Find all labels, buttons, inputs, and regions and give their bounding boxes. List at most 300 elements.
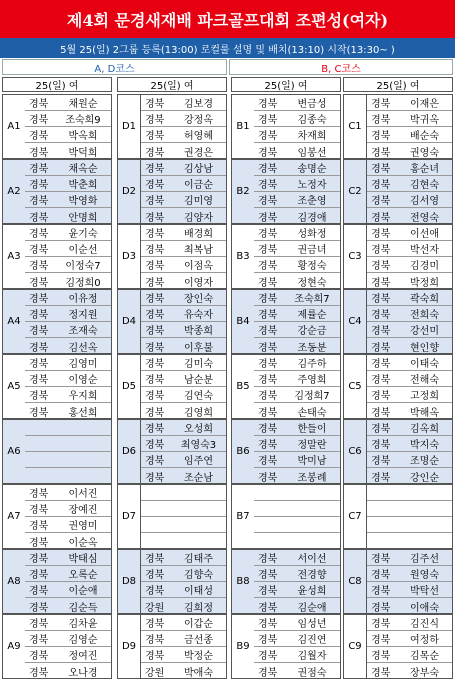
player-row	[254, 436, 340, 452]
player-name: 김순애	[297, 602, 327, 614]
player-row	[141, 517, 226, 533]
group-code: A4	[7, 316, 21, 327]
player-list	[140, 160, 226, 223]
player-row	[141, 566, 226, 582]
player-row	[367, 468, 452, 484]
player-name: 박정희	[410, 277, 439, 289]
player-row	[254, 241, 340, 257]
player-row	[141, 143, 226, 159]
player-row	[254, 501, 340, 517]
player-region: 경북	[145, 440, 165, 451]
player-region: 경북	[371, 359, 391, 370]
schedule-column-3	[231, 77, 341, 679]
player-row	[141, 420, 226, 436]
group-code: A7	[7, 511, 21, 522]
group-code: B1	[236, 121, 250, 132]
player-list	[366, 290, 452, 353]
player-name: 조동분	[297, 342, 327, 354]
player-row	[25, 517, 111, 533]
player-region: 경북	[258, 99, 278, 110]
player-row	[254, 95, 340, 111]
group-code: A8	[7, 576, 21, 587]
player-region: 경북	[29, 375, 49, 386]
player-row	[254, 663, 340, 679]
player-name: 김영순	[68, 635, 98, 646]
player-name: 남순분	[184, 375, 213, 386]
player-name: 안명희	[68, 212, 98, 224]
player-region: 경북	[145, 391, 165, 402]
player-region: 경북	[29, 115, 49, 126]
player-region: 경북	[371, 261, 391, 272]
player-row	[367, 501, 452, 517]
group-c4	[343, 289, 453, 354]
schedule-column-1	[2, 77, 112, 679]
player-row	[25, 468, 111, 484]
group-c3	[343, 224, 453, 289]
player-row	[25, 436, 111, 452]
player-row	[367, 533, 452, 549]
player-row	[254, 420, 340, 436]
player-region: 경북	[145, 619, 165, 630]
player-region: 경북	[371, 619, 391, 630]
player-name: 박선자	[410, 245, 439, 256]
player-name: 이영자	[184, 277, 213, 289]
player-region: 경북	[371, 147, 391, 159]
player-region: 경북	[258, 261, 278, 272]
player-row	[367, 225, 452, 241]
group-b1	[231, 94, 341, 159]
player-name: 한들이	[297, 424, 327, 435]
player-row	[254, 582, 340, 598]
player-row	[254, 517, 340, 533]
player-region: 경북	[29, 326, 49, 337]
player-row	[141, 387, 226, 403]
player-name: 이갑순	[184, 619, 213, 630]
player-row	[254, 452, 340, 468]
player-list	[366, 355, 452, 418]
player-row	[367, 160, 452, 176]
player-region: 경북	[258, 375, 278, 386]
player-name: 박춘희	[68, 180, 98, 191]
player-row	[141, 501, 226, 517]
player-name: 전해숙	[410, 375, 439, 386]
player-list	[25, 550, 111, 613]
player-name: 김영미	[68, 359, 98, 370]
schedule-column-2	[117, 77, 227, 679]
player-name: 김상남	[184, 164, 213, 175]
player-name: 박애숙	[184, 667, 213, 679]
player-list	[140, 355, 226, 418]
player-name: 이서진	[68, 489, 98, 500]
player-row	[141, 452, 226, 468]
player-name: 정여진	[68, 651, 98, 662]
player-region: 경북	[145, 359, 165, 370]
player-name: 강정옥	[184, 115, 213, 126]
player-region: 경북	[29, 586, 49, 597]
schedule-column-4	[343, 77, 453, 679]
player-region: 경북	[258, 456, 278, 467]
group-code: B4	[236, 316, 250, 327]
player-row	[254, 533, 340, 549]
player-name: 김월자	[297, 651, 327, 662]
player-row	[141, 225, 226, 241]
player-list	[254, 550, 340, 613]
player-row	[141, 403, 226, 419]
player-row	[254, 290, 340, 306]
group-a9	[2, 614, 112, 679]
player-name: 이태성	[184, 586, 213, 597]
player-region: 경북	[145, 164, 165, 175]
player-name: 김영희	[184, 407, 213, 419]
player-region: 경북	[258, 602, 278, 614]
player-list	[25, 160, 111, 223]
player-row	[25, 615, 111, 631]
player-name: 조봉례	[297, 472, 327, 484]
player-row	[367, 403, 452, 419]
player-row	[25, 322, 111, 338]
group-code: B8	[236, 576, 250, 587]
player-region: 강원	[145, 602, 165, 614]
player-name: 장예진	[68, 505, 98, 516]
player-row	[25, 192, 111, 208]
group-code: B5	[236, 381, 250, 392]
player-region: 경북	[258, 310, 278, 321]
player-region: 경북	[371, 342, 391, 354]
group-code: C9	[348, 641, 362, 652]
player-row	[25, 176, 111, 192]
player-name: 이영순	[68, 375, 98, 386]
group-d2	[117, 159, 227, 224]
player-row	[141, 647, 226, 663]
player-region: 경북	[29, 635, 49, 646]
player-region: 경북	[145, 229, 165, 240]
player-region: 경북	[29, 602, 49, 614]
player-row	[254, 322, 340, 338]
player-region: 경북	[371, 196, 391, 207]
player-name: 박귀옥	[410, 115, 439, 126]
player-row	[254, 192, 340, 208]
player-region: 경북	[371, 456, 391, 467]
player-region: 경북	[145, 326, 165, 337]
player-name: 김양자	[184, 212, 213, 224]
player-row	[141, 355, 226, 371]
player-row	[254, 160, 340, 176]
group-b8	[231, 549, 341, 614]
player-row	[367, 176, 452, 192]
player-row	[141, 371, 226, 387]
group-d7	[117, 484, 227, 549]
player-row	[254, 306, 340, 322]
player-region: 경북	[258, 212, 278, 224]
player-row	[141, 663, 226, 679]
player-name: 우지희	[68, 391, 98, 402]
player-name: 이정숙7	[65, 261, 101, 272]
group-code: A3	[7, 251, 21, 262]
player-list	[140, 420, 226, 483]
player-region: 경북	[145, 472, 165, 484]
player-name: 김향숙	[184, 570, 213, 581]
player-name: 임성년	[297, 619, 327, 630]
player-name: 최영숙3	[180, 440, 217, 451]
group-code: D2	[121, 186, 137, 197]
player-list	[366, 550, 452, 613]
group-code: C6	[348, 446, 362, 457]
player-row	[367, 647, 452, 663]
player-region: 경북	[258, 619, 278, 630]
player-row	[25, 403, 111, 419]
player-row	[25, 290, 111, 306]
player-name: 김현숙	[410, 180, 439, 191]
player-name: 금선종	[184, 635, 213, 646]
player-region: 경북	[145, 99, 165, 110]
player-name: 조춘영	[297, 196, 327, 207]
player-row	[367, 306, 452, 322]
player-row	[25, 111, 111, 127]
player-row	[367, 338, 452, 354]
player-region: 경북	[29, 407, 49, 419]
player-list	[254, 160, 340, 223]
player-name: 김태주	[184, 554, 213, 565]
player-name: 전영숙	[410, 212, 439, 224]
group-code: C8	[348, 576, 362, 587]
player-region: 경북	[258, 277, 278, 289]
player-row	[141, 485, 226, 501]
player-name: 김주하	[297, 359, 327, 370]
player-name: 박덕희	[68, 147, 98, 159]
player-row	[254, 615, 340, 631]
player-row	[254, 111, 340, 127]
player-row	[367, 371, 452, 387]
player-list	[254, 355, 340, 418]
player-region: 경북	[145, 407, 165, 419]
player-row	[367, 143, 452, 159]
course-label-bc: B, C코스	[229, 59, 453, 75]
player-list	[366, 485, 452, 548]
group-a8	[2, 549, 112, 614]
player-region: 경북	[371, 131, 391, 142]
player-name: 윤기숙	[68, 229, 98, 240]
group-code: A6	[7, 446, 21, 457]
group-d1	[117, 94, 227, 159]
player-region: 경북	[258, 472, 278, 484]
player-row	[141, 192, 226, 208]
player-row	[25, 420, 111, 436]
player-row	[367, 322, 452, 338]
player-region: 경북	[371, 407, 391, 419]
player-row	[141, 631, 226, 647]
player-list	[140, 485, 226, 548]
group-d8	[117, 549, 227, 614]
player-name: 홍순녀	[410, 164, 439, 175]
player-name: 김정희0	[65, 277, 101, 289]
player-region: 경북	[29, 489, 49, 500]
group-c1	[343, 94, 453, 159]
player-name: 고정희	[410, 391, 439, 402]
player-name: 차재희	[297, 131, 327, 142]
player-list	[25, 95, 111, 158]
player-name: 조숙희7	[294, 294, 330, 305]
player-row	[25, 647, 111, 663]
player-row	[25, 127, 111, 143]
player-region: 경북	[371, 212, 391, 224]
player-region: 경북	[145, 570, 165, 581]
player-name: 오성희	[184, 424, 213, 435]
player-region: 경북	[145, 180, 165, 191]
player-row	[367, 485, 452, 501]
group-b7	[231, 484, 341, 549]
player-row	[141, 306, 226, 322]
player-name: 박종희	[184, 326, 213, 337]
player-region: 경북	[371, 180, 391, 191]
player-row	[25, 566, 111, 582]
player-name: 조명순	[410, 456, 439, 467]
player-name: 김정희7	[294, 391, 330, 402]
player-region: 경북	[258, 342, 278, 354]
player-list	[366, 160, 452, 223]
player-region: 경북	[371, 277, 391, 289]
group-code: C5	[348, 381, 362, 392]
player-list	[140, 95, 226, 158]
player-list	[254, 485, 340, 548]
player-region: 경북	[258, 245, 278, 256]
group-code: A1	[7, 121, 21, 132]
player-name: 강인순	[410, 472, 439, 484]
player-region: 경북	[371, 667, 391, 679]
player-row	[25, 306, 111, 322]
player-region: 경북	[145, 294, 165, 305]
group-code: D4	[121, 316, 137, 327]
player-name: 조숙희9	[65, 115, 101, 126]
player-row	[254, 387, 340, 403]
player-name: 김목순	[410, 651, 439, 662]
player-name: 김종숙	[297, 115, 327, 126]
group-b3	[231, 224, 341, 289]
player-name: 박탁선	[410, 586, 439, 597]
player-list	[254, 95, 340, 158]
player-row	[367, 290, 452, 306]
player-region: 경북	[371, 472, 391, 484]
group-code: D9	[121, 641, 137, 652]
player-name: 김연숙	[184, 391, 213, 402]
schedule-info: 5월 25(일) 2그룹 등록(13:00) 로컬룰 설명 및 배치(13:10) 시작(13:30~ )	[0, 38, 455, 58]
player-name: 채원순	[68, 99, 98, 110]
column-header: 25(일) 여	[2, 77, 112, 92]
player-name: 오나경	[68, 667, 98, 679]
group-d4	[117, 289, 227, 354]
player-list	[366, 615, 452, 678]
player-name: 박지숙	[410, 440, 439, 451]
group-code: C4	[348, 316, 362, 327]
player-list	[254, 420, 340, 483]
player-name: 이태숙	[410, 359, 439, 370]
player-name: 임봉선	[297, 147, 327, 159]
player-region: 경북	[29, 521, 49, 532]
player-name: 이순옥	[68, 537, 98, 549]
player-row	[254, 208, 340, 224]
player-row	[367, 598, 452, 614]
player-list	[140, 615, 226, 678]
group-b6	[231, 419, 341, 484]
player-region: 경북	[29, 147, 49, 159]
player-region: 경북	[371, 602, 391, 614]
player-region: 경북	[258, 326, 278, 337]
group-d5	[117, 354, 227, 419]
player-region: 경북	[258, 407, 278, 419]
player-name: 김순득	[68, 602, 98, 614]
player-name: 주영희	[297, 375, 327, 386]
group-a6	[2, 419, 112, 484]
player-name: 박옥희	[68, 131, 98, 142]
player-row	[254, 355, 340, 371]
player-region: 경북	[371, 635, 391, 646]
player-row	[367, 550, 452, 566]
group-code: D5	[121, 381, 137, 392]
player-name: 박영화	[68, 196, 98, 207]
player-row	[367, 436, 452, 452]
player-row	[25, 598, 111, 614]
player-name: 김진식	[410, 619, 439, 630]
player-region: 경북	[145, 456, 165, 467]
player-row	[25, 160, 111, 176]
player-row	[141, 436, 226, 452]
player-name: 김미영	[184, 196, 213, 207]
player-region: 경북	[29, 667, 49, 679]
player-row	[367, 95, 452, 111]
player-row	[25, 143, 111, 159]
player-name: 이후불	[184, 342, 213, 354]
player-row	[25, 95, 111, 111]
player-name: 김희정	[184, 602, 213, 614]
group-code: A2	[7, 186, 21, 197]
group-c6	[343, 419, 453, 484]
player-row	[25, 257, 111, 273]
player-name: 채옥순	[68, 164, 98, 175]
group-c7	[343, 484, 453, 549]
player-row	[25, 355, 111, 371]
player-name: 전경향	[297, 570, 327, 581]
player-name: 권금녀	[297, 245, 327, 256]
player-row	[254, 566, 340, 582]
player-list	[25, 355, 111, 418]
player-row	[367, 257, 452, 273]
player-row	[367, 192, 452, 208]
player-region: 경북	[29, 131, 49, 142]
page-title: 제4회 문경새재배 파크골프대회 조편성(여자)	[0, 0, 455, 38]
player-row	[254, 225, 340, 241]
player-region: 경북	[258, 554, 278, 565]
player-row	[254, 257, 340, 273]
player-region: 경북	[29, 196, 49, 207]
player-name: 이애숙	[410, 602, 439, 614]
group-b4	[231, 289, 341, 354]
player-name: 노정자	[297, 180, 327, 191]
player-region: 경북	[29, 537, 49, 549]
group-b2	[231, 159, 341, 224]
player-name: 김차윤	[68, 619, 98, 630]
player-list	[140, 550, 226, 613]
group-a1	[2, 94, 112, 159]
group-c9	[343, 614, 453, 679]
group-code: D7	[121, 511, 137, 522]
player-name: 김미숙	[184, 359, 213, 370]
player-name: 정지원	[68, 310, 98, 321]
player-row	[367, 615, 452, 631]
player-row	[25, 452, 111, 468]
course-label-ad: A, D코스	[2, 59, 227, 75]
player-region: 경북	[258, 115, 278, 126]
column-header: 25(일) 여	[231, 77, 341, 92]
player-region: 경북	[145, 424, 165, 435]
